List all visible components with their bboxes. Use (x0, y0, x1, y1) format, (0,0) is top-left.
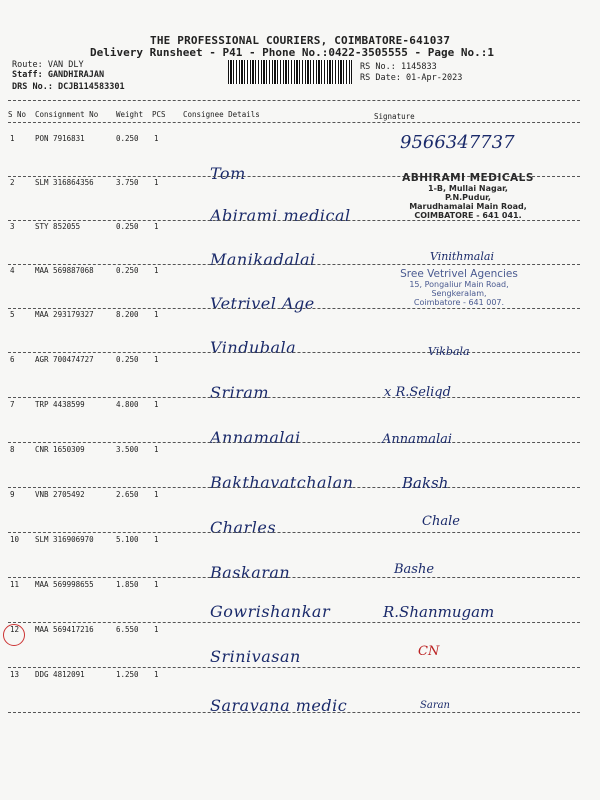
stamp-line: 1-B, Mullai Nagar, (428, 184, 508, 193)
row-consignee-handwritten: Sriram (210, 383, 270, 402)
signature-row-11: R.Shanmugam (383, 603, 495, 621)
signature-row-4: Vinithmalai (430, 250, 494, 263)
row-consignment-no: SLM 316906970 (35, 535, 94, 544)
row-weight: 2.650 (116, 490, 139, 499)
row-consignee-handwritten: Tom (210, 164, 246, 183)
row-consignment-no: MAA 569998655 (35, 580, 94, 589)
staff-label: Staff: GANDHIRAJAN (12, 70, 105, 80)
row-weight: 3.750 (116, 178, 139, 187)
row-divider (8, 442, 580, 443)
row-sno: 7 (10, 400, 15, 409)
row-consignee-handwritten: Saravana medic (210, 696, 348, 715)
row-divider (8, 712, 580, 713)
signature-row-8: Baksh (402, 474, 449, 492)
stamp-line: Coimbatore - 641 007. (413, 298, 505, 307)
signature-row-6: x R.Seliqd (384, 385, 451, 400)
row-consignee-handwritten: Vetrivel Age (210, 294, 315, 313)
row-sno: 13 (10, 670, 20, 679)
row-consignment-no: PON 7916831 (35, 134, 85, 143)
row-consignment-no: DDG 4812091 (35, 670, 85, 679)
row-weight: 6.550 (116, 625, 139, 634)
row-weight: 4.800 (116, 400, 139, 409)
row-consignment-no: TRP 4438599 (35, 400, 85, 409)
row-pcs: 1 (154, 535, 159, 544)
row-divider (8, 532, 580, 533)
row-divider (8, 397, 580, 398)
row-pcs: 1 (154, 355, 159, 364)
col-weight: Weight (116, 110, 144, 119)
row-divider (8, 577, 580, 578)
signature-row-13: Saran (420, 700, 450, 711)
row-weight: 5.100 (116, 535, 139, 544)
signature-row-5: Vikbala (428, 345, 470, 358)
row-consignee-handwritten: Charles (210, 518, 277, 537)
row-sno: 6 (10, 355, 15, 364)
row-consignee-handwritten: Vindubala (210, 338, 297, 357)
row-consignee-handwritten: Srinivasan (210, 647, 301, 666)
row-consignee-handwritten: Annamalai (210, 428, 301, 447)
stamp-name: ABHIRAMI MEDICALS (402, 172, 534, 184)
col-pcs: PCS (152, 110, 166, 119)
vetrivel-agencies-stamp (384, 268, 534, 307)
row-pcs: 1 (154, 266, 159, 275)
row-weight: 8.200 (116, 310, 139, 319)
col-sno: S No (8, 110, 27, 119)
header-divider-top (8, 100, 580, 101)
stamp-line: COIMBATORE - 641 041. (414, 211, 522, 220)
row-sno: 10 (10, 535, 20, 544)
row-sno: 5 (10, 310, 15, 319)
row-weight: 0.250 (116, 355, 139, 364)
row-consignee-handwritten: Bakthavatchalan (210, 473, 354, 492)
row-sno: 2 (10, 178, 15, 187)
runsheet-subtitle: Delivery Runsheet - P41 - Phone No.:0422-3505555 - Page No.:1 (90, 46, 494, 59)
signature-row-12: CN (418, 644, 440, 659)
signature-row-10: Bashe (394, 562, 435, 577)
row-pcs: 1 (154, 625, 159, 634)
barcode (228, 60, 352, 84)
row-consignment-no: SLM 316864356 (35, 178, 94, 187)
stamp-line: Marudhamalai Main Road, (409, 202, 527, 211)
row-divider (8, 308, 580, 309)
row-pcs: 1 (154, 134, 159, 143)
stamp-line: P.N.Pudur, (445, 193, 491, 202)
row-pcs: 1 (154, 670, 159, 679)
row-consignment-no: CNR 1650309 (35, 445, 85, 454)
row-weight: 0.250 (116, 266, 139, 275)
header-divider-bottom (8, 122, 580, 123)
row-divider (8, 667, 580, 668)
row-consignment-no: MAA 569887068 (35, 266, 94, 275)
row-pcs: 1 (154, 222, 159, 231)
route-label: Route: VAN DLY (12, 60, 84, 70)
row-weight: 0.250 (116, 222, 139, 231)
col-consignment: Consignment No (35, 110, 99, 119)
row-divider (8, 220, 580, 221)
row-divider (8, 352, 580, 353)
row-divider (8, 264, 580, 265)
row-divider (8, 487, 580, 488)
row-pcs: 1 (154, 310, 159, 319)
row-consignment-no: STY 852055 (35, 222, 81, 231)
stamp-name: Sree Vetrivel Agencies (400, 268, 518, 280)
rs-number: RS No.: 1145833 (360, 62, 437, 72)
row-pcs: 1 (154, 400, 159, 409)
row-sno: 11 (10, 580, 20, 589)
row-sno: 8 (10, 445, 15, 454)
row-consignment-no: VNB 2705492 (35, 490, 85, 499)
row-sno: 3 (10, 222, 15, 231)
row-12-marker-circle (3, 624, 25, 646)
row-sno: 1 (10, 134, 15, 143)
row-consignee-handwritten: Baskaran (210, 563, 291, 582)
row-sno: 12 (10, 625, 20, 634)
abirami-medicals-stamp (388, 172, 548, 220)
row-sno: 9 (10, 490, 15, 499)
signature-row-9: Chale (422, 514, 460, 529)
row-weight: 1.250 (116, 670, 139, 679)
row-weight: 0.250 (116, 134, 139, 143)
signature-row-7: Annamalai (382, 432, 453, 447)
rs-date: RS Date: 01-Apr-2023 (360, 73, 463, 83)
row-consignment-no: MAA 293179327 (35, 310, 94, 319)
row-divider (8, 622, 580, 623)
row-sno: 4 (10, 266, 15, 275)
col-consignee: Consignee Details (183, 110, 260, 119)
row-consignee-handwritten: Gowrishankar (210, 602, 331, 621)
col-signature: Signature (374, 112, 415, 121)
row-consignee-handwritten: Manikadalai (210, 250, 316, 269)
stamp-line: Sengkeralam, (431, 289, 487, 298)
row-pcs: 1 (154, 178, 159, 187)
row-weight: 3.500 (116, 445, 139, 454)
row-pcs: 1 (154, 490, 159, 499)
document-title: THE PROFESSIONAL COURIERS, COIMBATORE-641037 (150, 34, 451, 47)
row-pcs: 1 (154, 580, 159, 589)
signature-phone: 9566347737 (400, 132, 515, 153)
stamp-line: 15, Pongaliur Main Road, (409, 280, 509, 289)
row-consignee-handwritten: Abirami medical (210, 206, 351, 225)
drs-number: DRS No.: DCJB114583301 (12, 82, 125, 92)
row-consignment-no: AGR 700474727 (35, 355, 94, 364)
row-pcs: 1 (154, 445, 159, 454)
row-weight: 1.850 (116, 580, 139, 589)
row-consignment-no: MAA 569417216 (35, 625, 94, 634)
